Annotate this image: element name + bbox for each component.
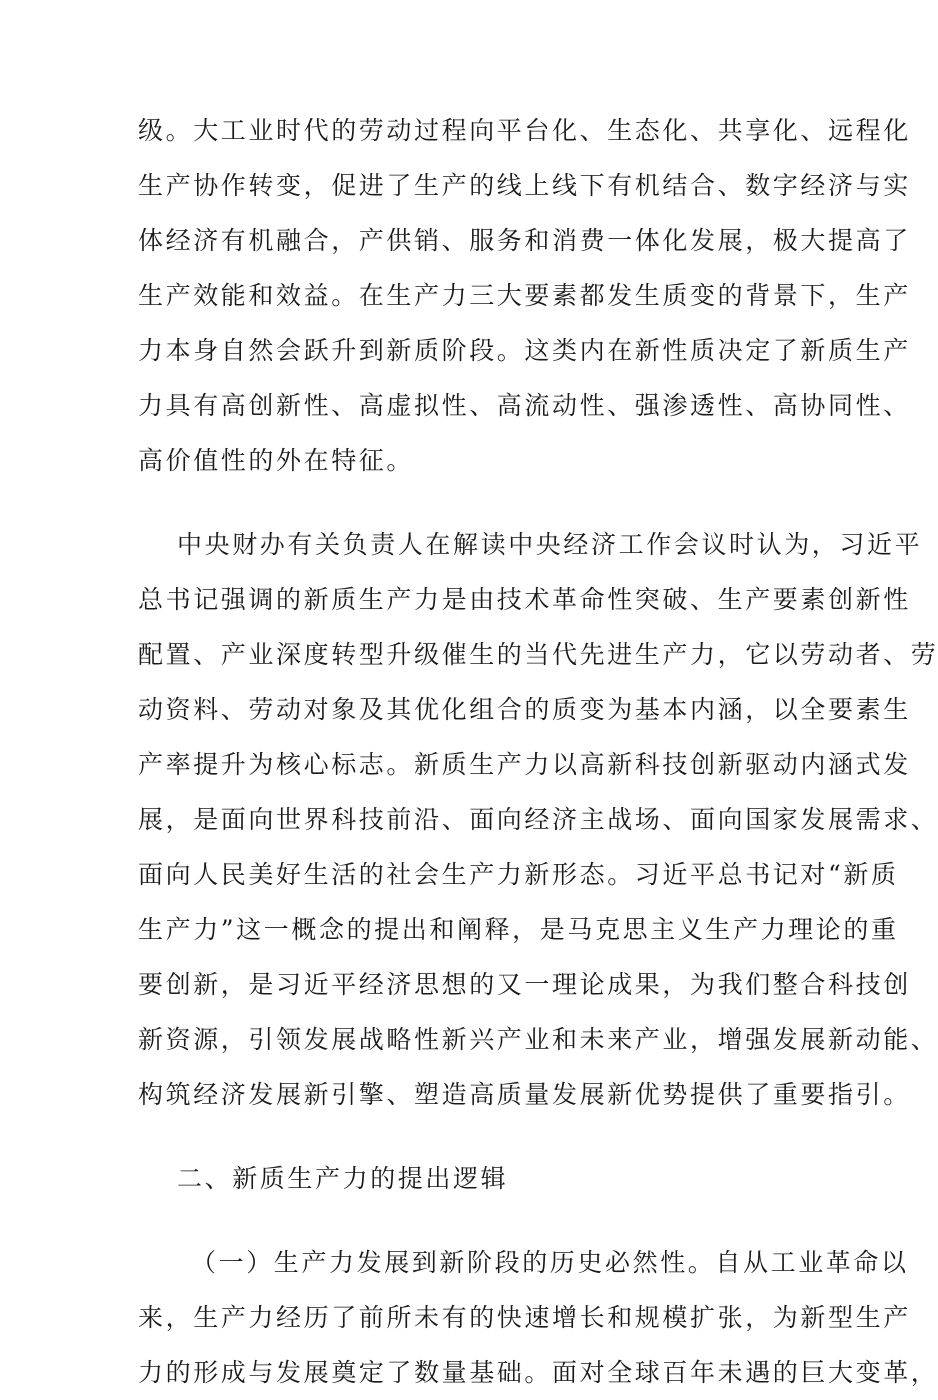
- text-line: 生产效能和效益。在生产力三大要素都发生质变的背景下，生产: [138, 281, 911, 310]
- paragraph-spacer: [138, 488, 798, 517]
- text-line: 体经济有机融合，产供销、服务和消费一体化发展，极大提高了: [138, 226, 911, 255]
- paragraph-1: [138, 103, 911, 488]
- text-line: 产率提升为核心标志。新质生产力以高新科技创新驱动内涵式发: [138, 750, 911, 779]
- text-line: 中央财办有关负责人在解读中央经济工作会议时认为，习近平: [177, 530, 923, 559]
- text-line: 总书记强调的新质生产力是由技术革命性突破、生产要素创新性: [138, 585, 911, 614]
- text-line: 要创新，是习近平经济思想的又一理论成果，为我们整合科技创: [138, 970, 911, 999]
- paragraph-3: [138, 1235, 938, 1400]
- text-line: 展，是面向世界科技前沿、面向经济主战场、面向国家发展需求、: [138, 805, 938, 834]
- text-line: 级。大工业时代的劳动过程向平台化、生态化、共享化、远程化: [138, 116, 911, 145]
- text-line: 力本身自然会跃升到新质阶段。这类内在新性质决定了新质生产: [138, 336, 911, 365]
- text-line: 来，生产力经历了前所未有的快速增长和规模扩张，为新型生产: [138, 1303, 911, 1332]
- section-heading: [138, 1151, 798, 1206]
- text-line: 力具有高创新性、高虚拟性、高流动性、强渗透性、高协同性、: [138, 391, 911, 420]
- text-line: 动资料、劳动对象及其优化组合的质变为基本内涵，以全要素生: [138, 695, 911, 724]
- text-line: 力的形成与发展奠定了数量基础。面对全球百年未遇的巨大变革，: [138, 1358, 938, 1387]
- text-line: 构筑经济发展新引擎、塑造高质量发展新优势提供了重要指引。: [138, 1080, 911, 1109]
- text-line: 生产协作转变，促进了生产的线上线下有机结合、数字经济与实: [138, 171, 911, 200]
- paragraph-2: [138, 517, 938, 1122]
- text-line: 生产力”这一概念的提出和阐释，是马克思主义生产力理论的重: [138, 915, 899, 944]
- text-line: 面向人民美好生活的社会生产力新形态。习近平总书记对“新质: [138, 860, 899, 889]
- paragraph-spacer: [138, 1122, 798, 1151]
- text-line: 高价值性的外在特征。: [138, 446, 415, 475]
- text-line: 新资源，引领发展战略性新兴产业和未来产业，增强发展新动能、: [138, 1025, 938, 1054]
- paragraph-spacer: [138, 1206, 798, 1235]
- text-line: 配置、产业深度转型升级催生的当代先进生产力，它以劳动者、劳: [138, 640, 938, 669]
- text-line: （一）生产力发展到新阶段的历史必然性。自从工业革命以: [191, 1248, 909, 1277]
- document-body: [138, 103, 938, 1400]
- heading-line: 二、新质生产力的提出逻辑: [177, 1164, 509, 1193]
